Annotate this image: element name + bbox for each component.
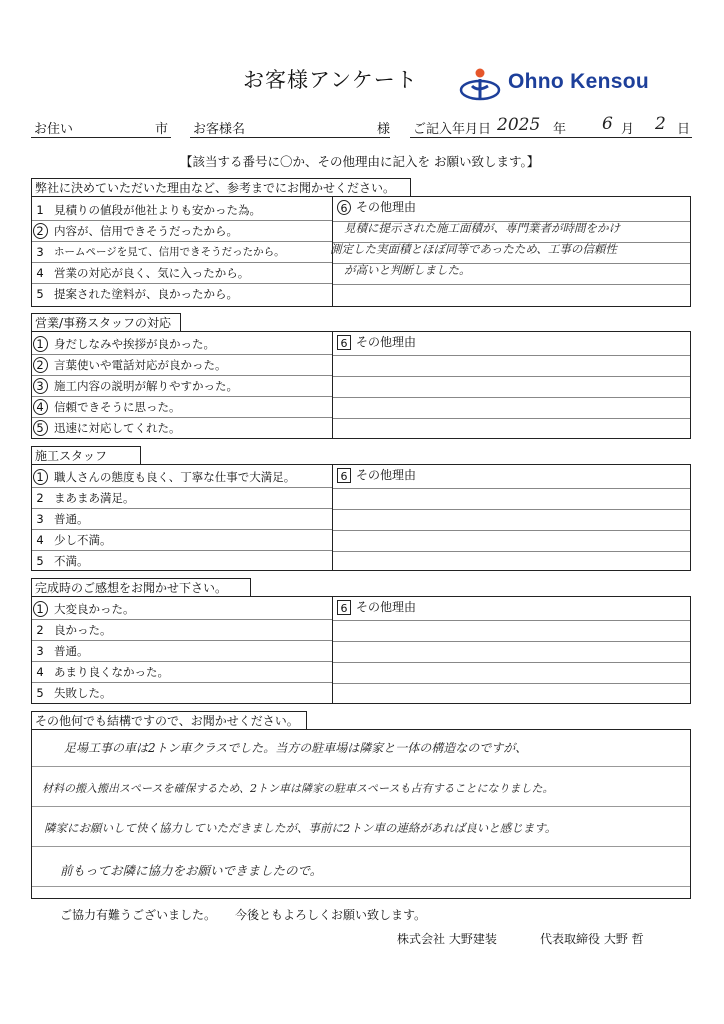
other-reason-label: その他理由 bbox=[356, 335, 417, 349]
option-row[interactable]: 3 ホームページを見て、信用できそうだったから。 bbox=[32, 242, 332, 263]
day-label: 日 bbox=[677, 122, 691, 137]
option-label: 信頼できそうに思った。 bbox=[54, 400, 181, 414]
option-label: 営業の対応が良く、気に入ったから。 bbox=[54, 266, 250, 280]
option-label: 迅速に対応してくれた。 bbox=[54, 421, 181, 435]
regards-text: 今後ともよろしくお願い致します。 bbox=[235, 908, 427, 922]
honorific-label: 様 bbox=[377, 122, 391, 137]
representative-name: 代表取締役 大野 哲 bbox=[540, 932, 644, 946]
other-reason-label: その他理由 bbox=[356, 200, 417, 214]
thanks-text: ご協力有難うございました。 bbox=[60, 908, 217, 922]
option-label: 失敗した。 bbox=[54, 686, 112, 700]
other-number: 6 bbox=[337, 200, 351, 215]
option-label: 少し不満。 bbox=[54, 533, 112, 547]
option-label: 身だしなみや挨拶が良かった。 bbox=[54, 337, 215, 351]
option-row[interactable]: 4 信頼できそうに思った。 bbox=[32, 397, 332, 418]
instruction-notice: 【該当する番号に〇か、その他理由に記入を お願い致します。】 bbox=[180, 154, 540, 169]
section-sales-staff bbox=[31, 331, 691, 439]
other-reason-label: その他理由 bbox=[356, 600, 417, 614]
comment-line: 足場工事の車は2トン車クラスでした。当方の駐車場は隣家と一体の構造なのですが、 bbox=[64, 741, 528, 755]
customer-name-label: お客様名 bbox=[193, 122, 246, 137]
option-label: 良かった。 bbox=[54, 623, 112, 637]
address-label: お住い bbox=[34, 122, 74, 137]
day-value: 2 bbox=[655, 114, 666, 134]
option-label: 内容が、信用できそうだったから。 bbox=[54, 224, 238, 238]
section-title-construction-staff: 施工スタッフ bbox=[31, 446, 141, 464]
month-value: 6 bbox=[602, 114, 613, 134]
option-row[interactable]: 5 提案された塗料が、良かったから。 bbox=[32, 284, 332, 305]
option-row[interactable]: 4 少し不満。 bbox=[32, 530, 332, 551]
other-reason-line: 測定した実面積とほぼ同等であったため、工事の信頼性 bbox=[330, 242, 617, 256]
option-label: 普通。 bbox=[54, 512, 89, 526]
address-underline bbox=[31, 137, 171, 138]
other-number: 6 bbox=[337, 335, 351, 350]
section-title-comments: その他何でも結構ですので、お聞かせください。 bbox=[31, 711, 307, 729]
other-number: 6 bbox=[337, 468, 351, 483]
name-underline bbox=[190, 137, 390, 138]
page-title: お客様アンケート bbox=[243, 68, 418, 92]
comment-line: 材料の搬入搬出スペースを確保するため、2トン車は隣家の駐車スペースも占有することになりました。 bbox=[42, 782, 554, 795]
section-title-completion: 完成時のご感想をお聞かせ下さい。 bbox=[31, 578, 251, 596]
comment-line: 前もってお隣に協力をお願いできましたので。 bbox=[60, 863, 323, 878]
comments-box[interactable] bbox=[31, 729, 691, 899]
company-logo-text: Ohno Kensou bbox=[508, 70, 649, 93]
month-label: 月 bbox=[621, 122, 635, 137]
year-label: 年 bbox=[553, 122, 567, 137]
option-row[interactable]: 4 営業の対応が良く、気に入ったから。 bbox=[32, 263, 332, 284]
section-reason bbox=[31, 196, 691, 307]
other-number: 6 bbox=[337, 600, 351, 615]
option-row[interactable]: 2 言葉使いや電話対応が良かった。 bbox=[32, 355, 332, 376]
option-row[interactable]: 5 迅速に対応してくれた。 bbox=[32, 418, 332, 439]
option-label: ホームページを見て、信用できそうだったから。 bbox=[54, 246, 285, 258]
option-label: 大変良かった。 bbox=[54, 602, 135, 616]
comment-line: 隣家にお願いして快く協力していただきましたが、事前に2トン車の連絡があれば良いと感じます。 bbox=[44, 821, 557, 835]
option-row[interactable]: 3 普通。 bbox=[32, 641, 332, 662]
city-label: 市 bbox=[155, 122, 169, 137]
other-reason-label: その他理由 bbox=[356, 468, 417, 482]
date-label: ご記入年月日 bbox=[413, 122, 492, 137]
option-row[interactable]: 3 施工内容の説明が解りやすかった。 bbox=[32, 376, 332, 397]
option-row[interactable]: 2 良かった。 bbox=[32, 620, 332, 641]
option-label: 見積りの値段が他社よりも安かった為。 bbox=[54, 203, 261, 217]
other-reason-line: 見積に提示された施工面積が、専門業者が時間をかけ bbox=[344, 221, 620, 235]
option-label: 言葉使いや電話対応が良かった。 bbox=[54, 358, 227, 372]
option-row[interactable]: 2 内容が、信用できそうだったから。 bbox=[32, 221, 332, 242]
option-label: 職人さんの態度も良く、丁寧な仕事で大満足。 bbox=[54, 470, 296, 484]
other-reason-line: が高いと判断しました。 bbox=[344, 263, 471, 277]
section-title-sales-staff: 営業/事務スタッフの対応 bbox=[31, 313, 181, 331]
option-row[interactable]: 1 見積りの値段が他社よりも安かった為。 bbox=[32, 200, 332, 221]
company-logo-icon bbox=[458, 66, 502, 106]
option-label: まあまあ満足。 bbox=[54, 491, 135, 505]
section-completion bbox=[31, 596, 691, 704]
section-construction-staff bbox=[31, 464, 691, 571]
option-label: あまり良くなかった。 bbox=[54, 665, 169, 679]
option-row[interactable]: 5 不満。 bbox=[32, 551, 332, 572]
option-label: 施工内容の説明が解りやすかった。 bbox=[54, 379, 238, 393]
section-title-reason: 弊社に決めていただいた理由など、参考までにお聞かせください。 bbox=[31, 178, 411, 196]
company-name: 株式会社 大野建装 bbox=[397, 932, 497, 946]
option-row[interactable]: 2 まあまあ満足。 bbox=[32, 488, 332, 509]
option-row[interactable]: 3 普通。 bbox=[32, 509, 332, 530]
option-label: 提案された塗料が、良かったから。 bbox=[54, 287, 238, 301]
option-label: 普通。 bbox=[54, 644, 89, 658]
option-row[interactable]: 1 職人さんの態度も良く、丁寧な仕事で大満足。 bbox=[32, 467, 332, 488]
option-row[interactable]: 5 失敗した。 bbox=[32, 683, 332, 704]
option-row[interactable]: 1 身だしなみや挨拶が良かった。 bbox=[32, 334, 332, 355]
option-row[interactable]: 4 あまり良くなかった。 bbox=[32, 662, 332, 683]
year-value: 2025 bbox=[497, 115, 541, 135]
date-underline bbox=[410, 137, 692, 138]
option-label: 不満。 bbox=[54, 554, 89, 568]
option-row[interactable]: 1 大変良かった。 bbox=[32, 599, 332, 620]
